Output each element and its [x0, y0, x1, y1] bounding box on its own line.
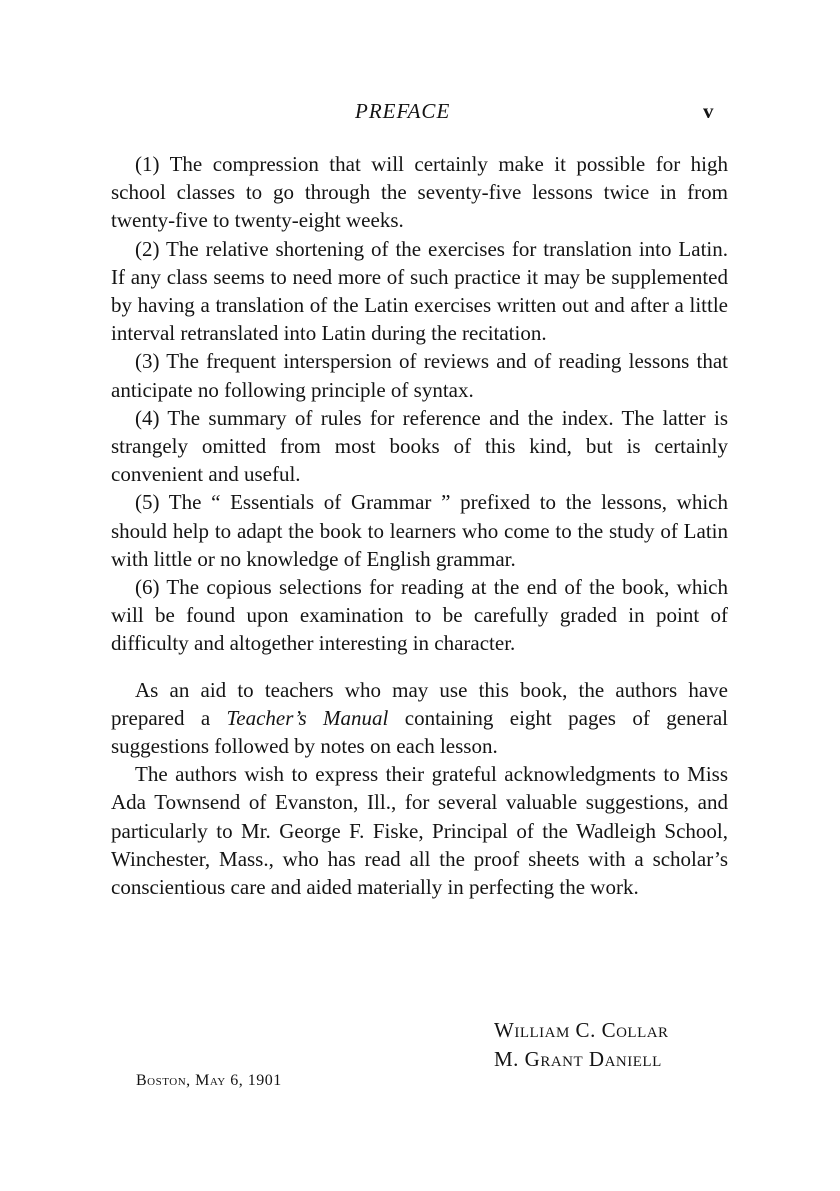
numbered-item-3: (3) The frequent interspersion of reviews and of reading lessons that anticipate no following principle of syntax.	[111, 349, 728, 402]
page-header	[0, 99, 840, 129]
aid-text-after: containing eight pages of general suggestions followed by notes on each lesson.	[111, 705, 729, 759]
numbered-item-2: (2) The relative shortening of the exercises for translation into Latin. If any class seems to need more of such practice it may be supplemented by having a translation of the Latin exercises written out and after a little interval retranslated into Latin during the recitation.	[111, 236, 728, 346]
numbered-item-4: (4) The summary of rules for reference and the index. The latter is strangely omitted from most books of this kind, but is certainly convenient and useful.	[111, 405, 728, 487]
signature-block	[494, 1016, 669, 1074]
page-number: v	[703, 99, 714, 123]
running-title: PREFACE	[355, 99, 451, 123]
signature-collar: William C. Collar	[494, 1018, 669, 1042]
acknowledgment-paragraph: The authors wish to express their grateful acknowledgments to Miss Ada Townsend of Evanston, Ill., for several valuable suggestions, and particularly to Mr. George F. Fiske, Principal of the Wadleigh School, Winchester, Mass., who has read all the proof sheets with a scholar’s conscientious care and aided materially in perfecting the work.	[111, 762, 728, 900]
manual-title: Teacher’s Manual	[226, 705, 389, 730]
numbered-item-1: (1) The compression that will certainly make it possible for high school classes to go through the seventy-five lessons twice in from twenty-five to twenty-eight weeks.	[111, 152, 728, 233]
place-date: Boston, May 6, 1901	[136, 1072, 282, 1089]
aid-paragraph	[111, 676, 728, 761]
numbered-item-5: (5) The “ Essentials of Grammar ” prefixed to the lessons, which should help to adapt the book to learners who come to the study of Latin with little or no knowledge of English grammar.	[111, 490, 728, 571]
aid-text-before: As an aid to teachers who may use this book, the authors have prepared a	[111, 677, 728, 730]
preface-body	[111, 150, 728, 901]
numbered-item-6: (6) The copious selections for reading at the end of the book, which will be found upon examination to be carefully graded in point of difficulty and altogether interesting in character.	[111, 575, 728, 656]
signature-daniell: M. Grant Daniell	[494, 1047, 662, 1071]
